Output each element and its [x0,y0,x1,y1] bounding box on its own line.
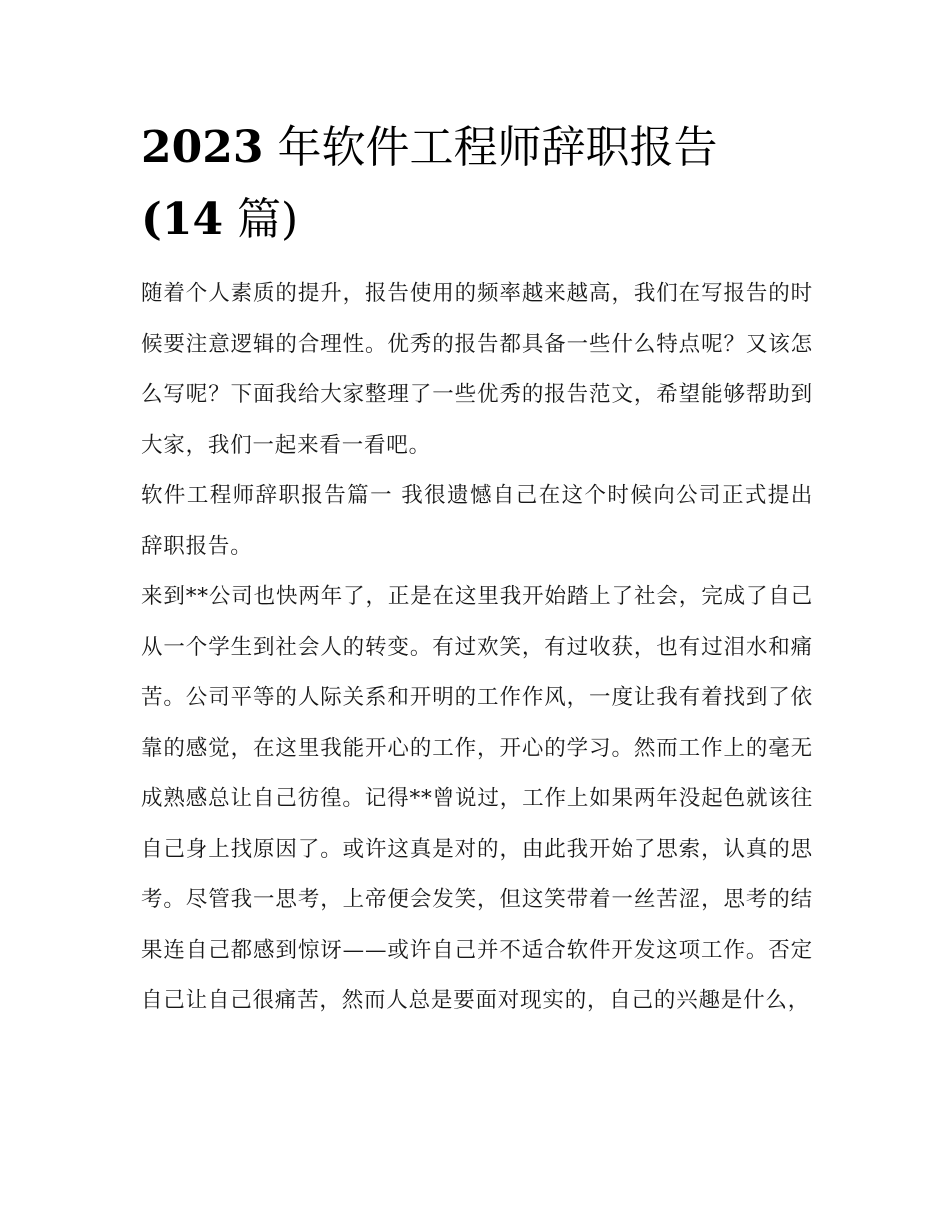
body-paragraph: 来到**公司也快两年了，正是在这里我开始踏上了社会，完成了自己从一个学生到社会人的转变。有过欢笑，有过收获，也有过泪水和痛苦。公司平等的人际关系和开明的工作作风，一度让我有着找到了依靠的感觉，在这里我能开心的工作，开心的学习。然而工作上的毫无成熟感总让自己彷徨。记得**曾说过，工作上如果两年没起色就该往自己身上找原因了。或许这真是对的，由此我开始了思索，认真的思考。尽管我一思考，上帝便会发笑，但这笑带着一丝苦涩，思考的结果连自己都感到惊讶——或许自己并不适合软件开发这项工作。否定自己让自己很痛苦，然而人总是要面对现实的，自己的兴趣是什么， [141,584,813,1013]
intro-paragraph: 随着个人素质的提升，报告使用的频率越来越高，我们在写报告的时候要注意逻辑的合理性。优秀的报告都具备一些什么特点呢？又该怎么写呢？下面我给大家整理了一些优秀的报告范文，希望能够帮助到大家，我们一起来看一看吧。 [141,281,813,458]
title-open-paren: ( [141,194,162,245]
document-body [141,269,813,1027]
document-title [141,112,813,256]
title-line-1 [141,112,813,184]
section-heading-paragraph: 软件工程师辞职报告篇一 我很遗憾自己在这个时候向公司正式提出辞职报告。 [141,483,813,559]
title-count: 14 [161,194,224,245]
title-count-text: 篇) [237,194,299,245]
title-year: 2023 [141,122,264,173]
document-content [141,112,813,1027]
title-main-text: 年软件工程师辞职报告 [277,122,718,173]
title-line-2 [141,184,813,256]
